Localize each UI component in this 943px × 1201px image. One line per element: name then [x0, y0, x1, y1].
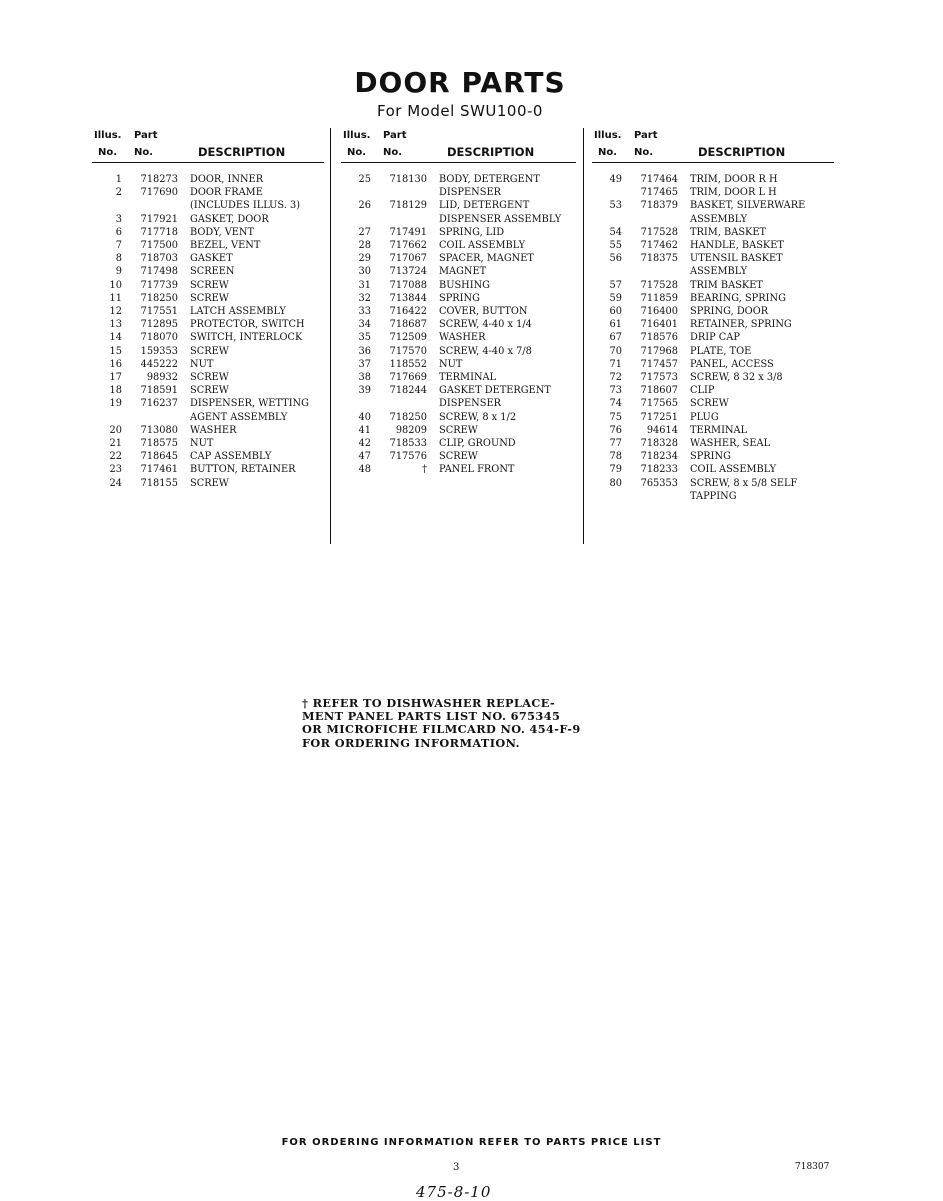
part-description: SPRING, LID — [439, 226, 505, 238]
illus-number: 17 — [109, 372, 122, 384]
part-description: SCREW — [190, 345, 229, 357]
part-row — [341, 252, 576, 265]
part-row — [92, 477, 324, 490]
illus-number: 55 — [609, 240, 622, 252]
part-number: 717491 — [389, 226, 427, 238]
part-number: 718379 — [640, 200, 678, 212]
part-description: NUT — [190, 358, 214, 370]
part-description: BODY, DETERGENT DISPENSER — [439, 174, 540, 199]
part-row — [341, 305, 576, 318]
illus-number: 24 — [109, 477, 122, 489]
parts-column-1 — [92, 128, 324, 490]
part-number: 718250 — [389, 411, 427, 423]
part-number: 716422 — [389, 306, 427, 318]
part-row — [341, 318, 576, 331]
part-row — [92, 292, 324, 305]
part-number: 713844 — [389, 292, 427, 304]
illus-number: 2 — [115, 187, 122, 199]
part-row — [592, 305, 834, 318]
page-title: DOOR PARTS — [354, 66, 566, 99]
part-number: 718328 — [640, 438, 678, 450]
illus-number: 11 — [109, 292, 122, 304]
illus-number: 61 — [609, 319, 622, 331]
part-description: GASKET, DOOR — [190, 213, 269, 225]
part-row — [341, 345, 576, 358]
part-number: 718273 — [140, 174, 178, 185]
part-row — [92, 345, 324, 358]
replacement-panel-note — [302, 697, 602, 750]
part-description: UTENSIL BASKET ASSEMBLY — [690, 253, 783, 278]
illus-number: 80 — [609, 477, 622, 489]
part-description: SCREW, 4-40 x 1/4 — [439, 319, 532, 331]
part-description: BASKET, SILVERWARE ASSEMBLY — [690, 200, 806, 225]
part-description: SCREW — [190, 292, 229, 304]
note-line: † REFER TO DISHWASHER REPLACE- — [302, 696, 556, 710]
part-number: 718070 — [140, 332, 178, 344]
part-description: PANEL FRONT — [439, 464, 515, 476]
part-number: 717528 — [640, 279, 678, 291]
illus-number: 76 — [609, 424, 622, 436]
illus-header: Illus. — [94, 130, 122, 141]
part-description: SPRING, DOOR — [690, 306, 769, 318]
part-row — [92, 252, 324, 265]
no-header: No. — [383, 147, 403, 158]
part-description: RETAINER, SPRING — [690, 319, 792, 331]
illus-number: 25 — [358, 174, 371, 185]
illus-number: 74 — [609, 398, 622, 410]
part-number: 711859 — [640, 292, 678, 304]
column-divider — [330, 128, 331, 544]
illus-number: 3 — [115, 213, 122, 225]
illus-number: 22 — [109, 451, 122, 463]
part-row — [592, 239, 834, 252]
part-description: SCREW — [190, 372, 229, 384]
illus-number: 79 — [609, 464, 622, 476]
part-number: 717500 — [140, 240, 178, 252]
part-header: Part — [134, 130, 158, 141]
part-number: 717669 — [389, 372, 427, 384]
part-number: 712895 — [140, 319, 178, 331]
illus-number: 60 — [609, 306, 622, 318]
illus-number: 42 — [358, 438, 371, 450]
part-row — [592, 437, 834, 450]
part-number: 713724 — [389, 266, 427, 278]
part-row — [341, 371, 576, 384]
illus-number: 15 — [109, 345, 122, 357]
illus-number: 38 — [358, 372, 371, 384]
illus-number: 13 — [109, 319, 122, 331]
part-row — [341, 173, 576, 199]
illus-number: 33 — [358, 306, 371, 318]
illus-number: 7 — [115, 240, 122, 252]
part-row — [92, 279, 324, 292]
part-description: MAGNET — [439, 266, 487, 278]
part-row — [92, 463, 324, 476]
part-number: 712509 — [389, 332, 427, 344]
part-number: 718575 — [140, 438, 178, 450]
part-number: 717739 — [140, 279, 178, 291]
part-number: 717690 — [140, 187, 178, 199]
part-number: 718375 — [640, 253, 678, 265]
part-description: BUSHING — [439, 279, 490, 291]
part-description: HANDLE, BASKET — [690, 240, 784, 252]
document-number: 718307 — [795, 1162, 830, 1172]
part-row — [92, 318, 324, 331]
part-description: WASHER — [190, 424, 237, 436]
illus-number: 20 — [109, 424, 122, 436]
column-header — [92, 128, 324, 163]
part-row — [592, 424, 834, 437]
part-number: 718703 — [140, 253, 178, 265]
illus-header: Illus. — [343, 130, 371, 141]
part-row — [92, 226, 324, 239]
ordering-footer: FOR ORDERING INFORMATION REFER TO PARTS PRICE LIST — [281, 1137, 662, 1148]
part-description: SCREW, 4-40 x 7/8 — [439, 345, 532, 357]
part-description: TERMINAL — [690, 424, 748, 436]
no-header: No. — [347, 147, 367, 158]
part-row — [592, 450, 834, 463]
part-row — [592, 292, 834, 305]
no-header: No. — [634, 147, 654, 158]
handwritten-annotation: 475-8-10 — [416, 1183, 492, 1201]
illus-number: 73 — [609, 385, 622, 397]
no-header: No. — [598, 147, 618, 158]
part-number: 717465 — [640, 187, 678, 199]
no-header: No. — [98, 147, 118, 158]
part-row — [92, 358, 324, 371]
part-description: COIL ASSEMBLY — [690, 464, 777, 476]
part-row — [341, 265, 576, 278]
part-description: TRIM BASKET — [690, 279, 763, 291]
part-number: 718591 — [140, 385, 178, 397]
part-number: 98209 — [395, 424, 427, 436]
part-number: 717551 — [140, 306, 178, 318]
illus-number: 56 — [609, 253, 622, 265]
part-number: 718607 — [640, 385, 678, 397]
part-description: SWITCH, INTERLOCK — [190, 332, 303, 344]
part-number: 716401 — [640, 319, 678, 331]
part-row — [341, 239, 576, 252]
illus-number: 47 — [358, 451, 371, 463]
part-row — [92, 384, 324, 397]
part-number: 94614 — [646, 424, 678, 436]
illus-number: 67 — [609, 332, 622, 344]
part-description: SCREW — [439, 451, 478, 463]
part-description: SCREW, 8 32 x 3/8 — [690, 372, 783, 384]
illus-number: 10 — [109, 279, 122, 291]
illus-number: 31 — [358, 279, 371, 291]
part-row — [592, 384, 834, 397]
part-description: BEZEL, VENT — [190, 240, 261, 252]
column-header — [341, 128, 576, 163]
part-row — [92, 213, 324, 226]
part-number: 717067 — [389, 253, 427, 265]
illus-number: 39 — [358, 385, 371, 397]
illus-number: 6 — [115, 226, 122, 238]
part-description: SPACER, MAGNET — [439, 253, 534, 265]
part-row — [92, 265, 324, 278]
part-row — [92, 397, 324, 423]
part-description: SCREW — [690, 398, 729, 410]
part-row — [92, 305, 324, 318]
illus-number: 32 — [358, 292, 371, 304]
part-number: 717498 — [140, 266, 178, 278]
illus-number: 72 — [609, 372, 622, 384]
part-header: Part — [383, 130, 407, 141]
part-number: 717573 — [640, 372, 678, 384]
part-description: CLIP, GROUND — [439, 438, 516, 450]
part-description: SCREW — [190, 279, 229, 291]
part-description: SPRING — [690, 451, 731, 463]
model-subtitle: For Model SWU100-0 — [377, 102, 543, 120]
part-row — [341, 331, 576, 344]
part-description: CAP ASSEMBLY — [190, 451, 272, 463]
part-description: PANEL, ACCESS — [690, 358, 774, 370]
part-number: 717457 — [640, 358, 678, 370]
part-row — [92, 437, 324, 450]
illus-number: 23 — [109, 464, 122, 476]
part-number: 717718 — [140, 226, 178, 238]
part-number: 713080 — [140, 424, 178, 436]
part-description: SCREW — [190, 477, 229, 489]
illus-number: 37 — [358, 358, 371, 370]
part-description: TRIM, BASKET — [690, 226, 767, 238]
illus-number: 27 — [358, 226, 371, 238]
part-description: DOOR FRAME (INCLUDES ILLUS. 3) — [190, 187, 301, 212]
part-row — [341, 450, 576, 463]
part-row — [592, 173, 834, 186]
part-row — [592, 318, 834, 331]
part-description: PLATE, TOE — [690, 345, 752, 357]
part-row — [92, 239, 324, 252]
illus-number: 1 — [115, 174, 122, 185]
parts-column-2 — [341, 128, 576, 477]
column-divider — [583, 128, 584, 544]
part-row — [592, 358, 834, 371]
illus-number: 41 — [358, 424, 371, 436]
illus-number: 16 — [109, 358, 122, 370]
part-row — [341, 437, 576, 450]
parts-list — [592, 163, 834, 503]
part-row — [592, 477, 834, 503]
part-number: 718533 — [389, 438, 427, 450]
part-description: PLUG — [690, 411, 719, 423]
part-row — [92, 173, 324, 186]
part-number: 98932 — [146, 372, 178, 384]
part-description: LATCH ASSEMBLY — [190, 306, 286, 318]
part-number: 716237 — [140, 398, 178, 410]
part-description: GASKET DETERGENT DISPENSER — [439, 385, 551, 410]
part-number: 718129 — [389, 200, 427, 212]
part-number: 717570 — [389, 345, 427, 357]
part-number: 718244 — [389, 385, 427, 397]
part-number: 718155 — [140, 477, 178, 489]
part-description: SCREW, 8 x 1/2 — [439, 411, 517, 423]
part-description: SCREW — [190, 385, 229, 397]
part-number: 717921 — [140, 213, 178, 225]
part-description: TERMINAL — [439, 372, 497, 384]
part-description: BEARING, SPRING — [690, 292, 786, 304]
part-number: 718234 — [640, 451, 678, 463]
description-header: DESCRIPTION — [198, 145, 286, 159]
illus-number: 70 — [609, 345, 622, 357]
parts-column-3 — [592, 128, 834, 503]
illus-number: 19 — [109, 398, 122, 410]
part-row — [592, 331, 834, 344]
illus-number: 49 — [609, 174, 622, 185]
illus-number: 26 — [358, 200, 371, 212]
part-row — [592, 463, 834, 476]
part-description: LID, DETERGENT DISPENSER ASSEMBLY — [439, 200, 562, 225]
illus-number: 77 — [609, 438, 622, 450]
illus-number: 75 — [609, 411, 622, 423]
part-number: 717576 — [389, 451, 427, 463]
illus-number: 34 — [358, 319, 371, 331]
part-number: 118552 — [389, 358, 427, 370]
part-row — [592, 199, 834, 225]
note-line: OR MICROFICHE FILMCARD NO. 454-F-9 — [302, 722, 581, 737]
part-header: Part — [634, 130, 658, 141]
part-row — [341, 463, 576, 476]
illus-number: 14 — [109, 332, 122, 344]
part-row — [592, 186, 834, 199]
illus-number: 54 — [609, 226, 622, 238]
part-number: 717461 — [140, 464, 178, 476]
part-number: 718645 — [140, 451, 178, 463]
part-description: NUT — [190, 438, 214, 450]
illus-number: 35 — [358, 332, 371, 344]
illus-number: 59 — [609, 292, 622, 304]
part-number: 765353 — [640, 477, 678, 489]
part-number: 717528 — [640, 226, 678, 238]
part-description: PROTECTOR, SWITCH — [190, 319, 305, 331]
part-description: WASHER, SEAL — [690, 438, 771, 450]
part-description: SCREW — [439, 424, 478, 436]
part-description: DOOR, INNER — [190, 174, 264, 185]
part-row — [592, 371, 834, 384]
parts-list — [92, 163, 324, 490]
part-row — [341, 199, 576, 225]
part-description: COIL ASSEMBLY — [439, 240, 526, 252]
part-number: 717464 — [640, 174, 678, 185]
part-description: WASHER — [439, 332, 486, 344]
part-row — [592, 397, 834, 410]
part-number: 718233 — [640, 464, 678, 476]
part-description: COVER, BUTTON — [439, 306, 528, 318]
parts-list — [341, 163, 576, 477]
part-description: TRIM, DOOR L H — [690, 187, 777, 199]
part-row — [592, 411, 834, 424]
note-line: MENT PANEL PARTS LIST NO. 675345 — [302, 709, 561, 724]
part-number: 445222 — [140, 358, 178, 370]
part-row — [592, 279, 834, 292]
part-number: 718687 — [389, 319, 427, 331]
part-description: DRIP CAP — [690, 332, 740, 344]
part-number: 716400 — [640, 306, 678, 318]
part-description: TRIM, DOOR R H — [690, 174, 778, 185]
part-row — [92, 450, 324, 463]
part-row — [341, 292, 576, 305]
part-row — [341, 279, 576, 292]
illus-number: 78 — [609, 451, 622, 463]
illus-number: 53 — [609, 200, 622, 212]
illus-number: 36 — [358, 345, 371, 357]
part-row — [592, 345, 834, 358]
illus-number: 40 — [358, 411, 371, 423]
part-description: GASKET — [190, 253, 233, 265]
illus-number: 9 — [115, 266, 122, 278]
part-row — [341, 424, 576, 437]
description-header: DESCRIPTION — [698, 145, 786, 159]
description-header: DESCRIPTION — [447, 145, 535, 159]
part-number: 159353 — [140, 345, 178, 357]
part-description: CLIP — [690, 385, 715, 397]
part-description: SCREEN — [190, 266, 235, 278]
illus-number: 30 — [358, 266, 371, 278]
part-row — [92, 424, 324, 437]
illus-number: 48 — [358, 464, 371, 476]
illus-number: 29 — [358, 253, 371, 265]
part-description: NUT — [439, 358, 463, 370]
part-description: SPRING — [439, 292, 480, 304]
page-number: 3 — [453, 1162, 460, 1173]
part-description: BUTTON, RETAINER — [190, 464, 296, 476]
illus-number: 8 — [115, 253, 122, 265]
part-row — [341, 358, 576, 371]
part-row — [92, 186, 324, 212]
part-number: 717968 — [640, 345, 678, 357]
illus-header: Illus. — [594, 130, 622, 141]
part-number: 717662 — [389, 240, 427, 252]
part-number: 717565 — [640, 398, 678, 410]
part-row — [341, 384, 576, 410]
part-row — [341, 226, 576, 239]
part-row — [341, 411, 576, 424]
illus-number: 18 — [109, 385, 122, 397]
column-header — [592, 128, 834, 163]
illus-number: 71 — [609, 358, 622, 370]
illus-number: 21 — [109, 438, 122, 450]
part-number: 717462 — [640, 240, 678, 252]
part-row — [92, 371, 324, 384]
illus-number: 12 — [109, 306, 122, 318]
part-row — [592, 252, 834, 278]
part-number: 718250 — [140, 292, 178, 304]
part-description: BODY, VENT — [190, 226, 255, 238]
part-number: 718576 — [640, 332, 678, 344]
part-number: 717251 — [640, 411, 678, 423]
part-row — [592, 226, 834, 239]
part-description: DISPENSER, WETTING AGENT ASSEMBLY — [190, 398, 309, 423]
note-line: FOR ORDERING INFORMATION. — [302, 735, 520, 750]
no-header: No. — [134, 147, 154, 158]
part-number: † — [422, 464, 427, 476]
illus-number: 57 — [609, 279, 622, 291]
part-number: 717088 — [389, 279, 427, 291]
part-number: 718130 — [389, 174, 427, 185]
part-description: SCREW, 8 x 5/8 SELF TAPPING — [690, 477, 798, 502]
part-row — [92, 331, 324, 344]
illus-number: 28 — [358, 240, 371, 252]
